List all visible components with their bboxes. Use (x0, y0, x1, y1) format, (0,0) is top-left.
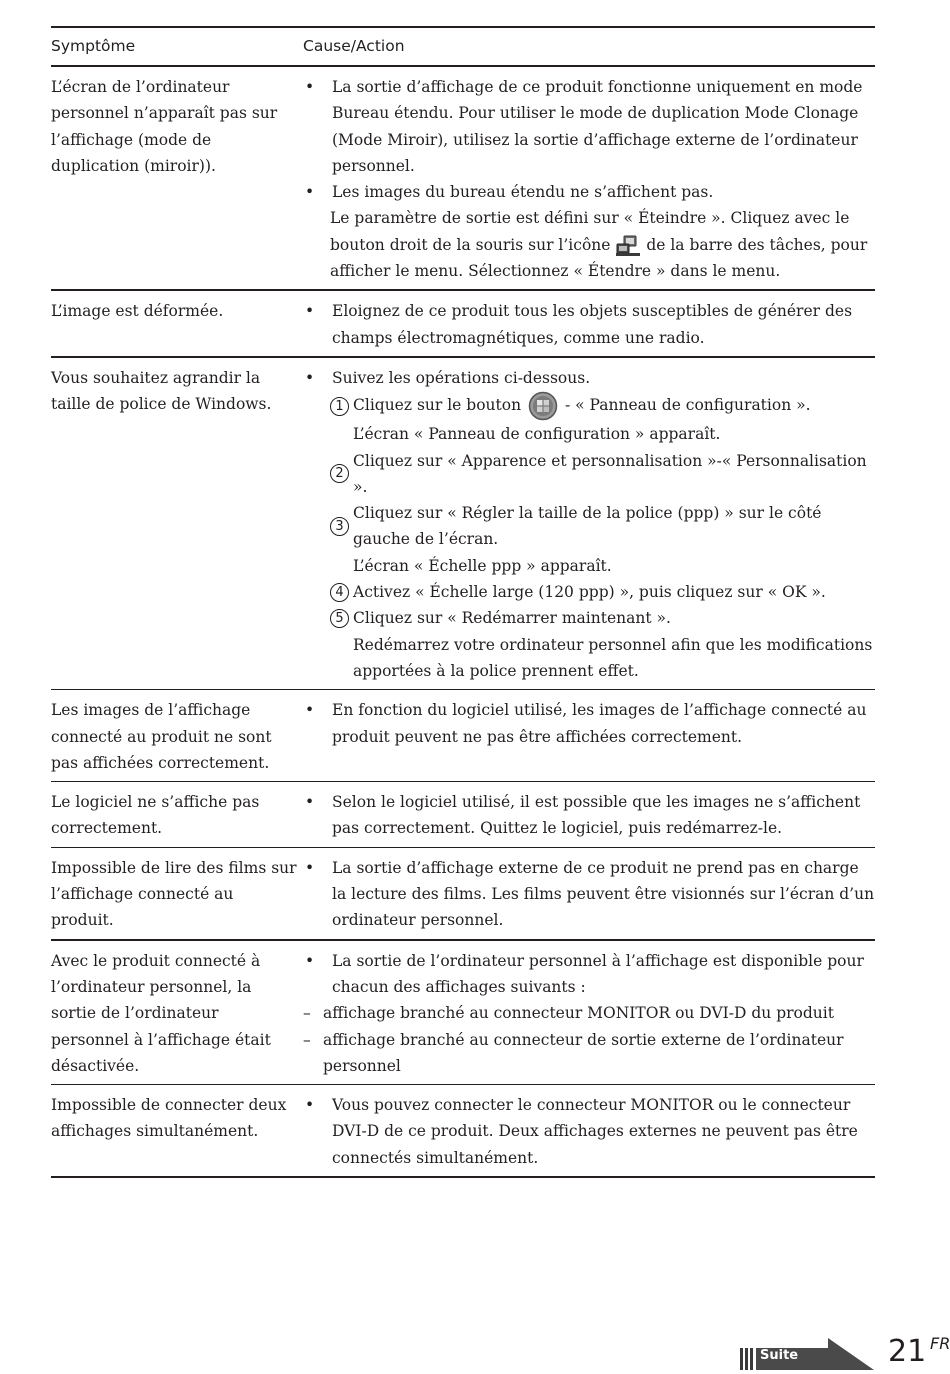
cause-text: Les images du bureau étendu ne s’affichent pas. (332, 183, 714, 202)
table-row (51, 939, 875, 1084)
header-cause: Cause/Action (303, 37, 405, 56)
cause-text: La sortie d’affichage externe de ce produit ne prend pas en charge la lecture des films. Les films peuvent être visionnés sur l’écran d’un ordinateur personnel. (332, 858, 875, 930)
step-number: 4 (330, 583, 349, 602)
step-note: L’écran « Échelle ppp » apparaît. (353, 556, 612, 575)
cause-cell (303, 365, 875, 684)
bullet-mark: • (305, 183, 315, 202)
header-symptom: Symptôme (51, 37, 136, 56)
step-item (330, 579, 875, 605)
page-language: FR (930, 1334, 950, 1353)
page-number: 21 (888, 1334, 927, 1369)
cause-text: de la barre des tâches, pour afficher le menu. Sélectionnez « Étendre » dans le menu. (330, 235, 868, 281)
symptom-cell: Le logiciel ne s’affiche pas correctement. (51, 793, 260, 838)
step-number: 3 (330, 517, 349, 536)
table-row (51, 781, 875, 847)
step-note: L’écran « Panneau de configuration » apparaît. (353, 425, 721, 444)
cause-text: Suivez les opérations ci-dessous. (332, 368, 591, 387)
cause-cell (303, 855, 875, 934)
taskbar-display-icon (615, 235, 641, 257)
symptom-cell: Avec le produit connecté à l’ordinateur personnel, la sortie de l’ordinateur personnel à l’affichage était désactivée. (51, 951, 271, 1075)
table-row (51, 66, 875, 289)
cause-text: Le paramètre de sortie est défini sur « Éteindre ». Cliquez avec le bouton droit de la souris sur l’icône (330, 209, 850, 254)
step-text: - « Panneau de configuration ». (564, 396, 811, 415)
cause-text: Selon le logiciel utilisé, il est possible que les images ne s’affichent pas correctement. Quittez le logiciel, puis redémarrez-le. (332, 793, 861, 838)
bullet-mark: • (305, 78, 315, 96)
cause-text: La sortie de l’ordinateur personnel à l’affichage est disponible pour chacun des affichages suivants : (332, 951, 864, 996)
page-footer (740, 1334, 950, 1374)
table-header (51, 28, 875, 66)
symptom-cell: Vous souhaitez agrandir la taille de police de Windows. (51, 368, 272, 414)
cause-text: En fonction du logiciel utilisé, les images de l’affichage connecté au produit peuvent ne pas être affichées correctement. (332, 701, 867, 746)
step-item (330, 448, 875, 501)
symptom-cell: L’image est déformée. (51, 302, 224, 321)
step-item (330, 391, 875, 421)
step-item (330, 605, 875, 631)
suite-label: Suite (760, 1348, 799, 1363)
bullet-mark: • (305, 1096, 315, 1115)
windows-start-icon (526, 391, 560, 421)
bullet-mark: • (305, 951, 315, 970)
step-text: Cliquez sur le bouton (353, 396, 522, 415)
dash-mark: – (303, 1030, 311, 1049)
bullet-mark: • (305, 701, 315, 720)
step-text: Cliquez sur « Redémarrer maintenant ». (353, 609, 671, 628)
cause-cell (303, 789, 875, 842)
symptom-cell: Les images de l’affichage connecté au produit ne sont pas affichées correctement. (51, 701, 272, 772)
symptom-cell: Impossible de connecter deux affichages simultanément. (51, 1096, 287, 1141)
bullet-mark: • (305, 368, 315, 387)
dash-item: affichage branché au connecteur MONITOR ou DVI-D du produit (323, 1004, 834, 1023)
dash-mark: – (303, 1004, 311, 1023)
step-text: Cliquez sur « Apparence et personnalisation »-« Personnalisation ». (353, 451, 867, 496)
table-row (51, 847, 875, 939)
dash-item: affichage branché au connecteur de sortie externe de l’ordinateur personnel (323, 1030, 844, 1075)
cause-text: Vous pouvez connecter le connecteur MONITOR ou le connecteur DVI-D de ce produit. Deux affichages externes ne peuvent pas être connectés simultanément. (332, 1096, 858, 1167)
bullet-mark: • (305, 858, 315, 877)
step-text: Activez « Échelle large (120 ppp) », puis cliquez sur « OK ». (353, 583, 826, 602)
troubleshooting-table (51, 26, 875, 1178)
cause-cell (303, 697, 875, 776)
table-row (51, 289, 875, 356)
symptom-cell: Impossible de lire des films sur l’affichage connecté au produit. (51, 858, 297, 930)
cause-paragraph (330, 205, 875, 284)
step-note: Redémarrez votre ordinateur personnel afin que les modifications apportées à la police prennent effet. (353, 635, 873, 680)
symptom-cell: L’écran de l’ordinateur personnel n’apparaît pas sur l’affichage (mode de duplication (miroir)). (51, 78, 278, 175)
step-text: Cliquez sur « Régler la taille de la police (ppp) » sur le côté gauche de l’écran. (353, 504, 822, 549)
cause-text: Eloignez de ce produit tous les objets susceptibles de générer des champs électromagnétiques, comme une radio. (332, 302, 853, 347)
cause-text: La sortie d’affichage de ce produit fonctionne uniquement en mode Bureau étendu. Pour utiliser le mode de duplication Mode Clonage (Mode Miroir), utilisez la sortie d’affichage externe de l’ordinateur personnel. (332, 78, 863, 175)
table-row (51, 1084, 875, 1176)
cause-cell (303, 74, 875, 284)
step-item (330, 500, 875, 553)
table-row (51, 689, 875, 781)
cause-cell (303, 1092, 875, 1171)
step-number: 1 (330, 397, 349, 416)
bullet-mark: • (305, 793, 315, 812)
table-row (51, 356, 875, 689)
cause-cell (303, 948, 875, 1079)
step-number: 5 (330, 609, 349, 628)
cause-cell (303, 298, 875, 351)
step-number: 2 (330, 464, 349, 483)
bullet-mark: • (305, 302, 315, 321)
